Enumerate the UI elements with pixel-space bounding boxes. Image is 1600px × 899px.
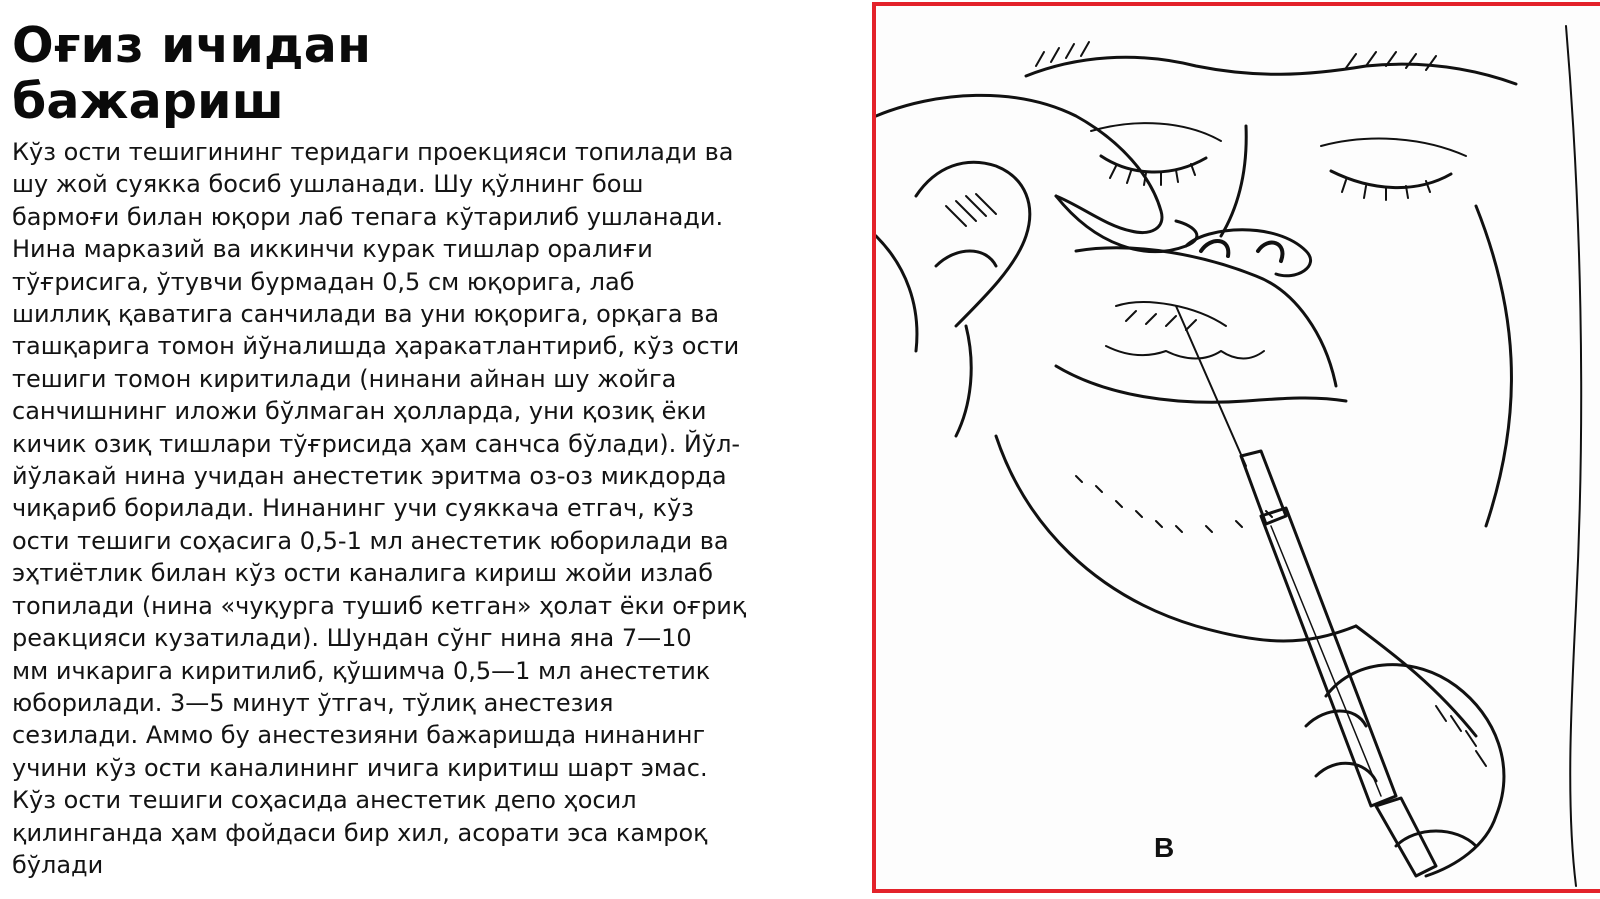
paragraph-line: шу жой суякка босиб ушланади. Шу қўлнинг бош [12, 170, 644, 199]
chin-stubble [1076, 476, 1272, 532]
right-eye-lashes [1342, 180, 1430, 200]
paragraph-line: ташқарига томон йўналишда ҳаракатлантириб, кўз ости [12, 332, 740, 361]
teeth [1106, 346, 1264, 359]
paragraph-line: йўлакай нина учидан анестетик эритма оз-оз микдорда [12, 462, 727, 491]
nostril-left [1201, 241, 1228, 256]
neck [1356, 626, 1476, 736]
paragraph-line: Кўз ости тешиги соҳасида анестетик депо ҳосил [12, 786, 637, 815]
paragraph-line: ости тешиги соҳасига 0,5-1 мл анестетик юборилади ва [12, 526, 729, 555]
paragraph-line: чиқариб борилади. Нинанинг учи суяккача етгач, кўз [12, 494, 694, 523]
thumb [1056, 196, 1197, 252]
paragraph-line: тешиги томон киритилади (нинани айнан шу жойга [12, 364, 677, 393]
paragraph-line: Кўз ости тешигининг теридаги проекцияси топилади ва [12, 138, 734, 166]
syringe-hand-fingers [1306, 711, 1476, 846]
syringe-hand [1326, 665, 1504, 876]
paragraph-line: юборилади. 3—5 минут ўтгач, тўлиқ анестезия [12, 688, 614, 717]
wrist [876, 236, 917, 351]
title-line: бажариш [12, 73, 284, 130]
right-cheek [1476, 206, 1511, 526]
paragraph-line: қилинганда ҳам фойдаси бир хил, асорати эса камроқ [12, 818, 708, 847]
syringe-hub [1241, 451, 1286, 524]
paragraph-line: реакцияси кузатилади). Шундан сўнг нина яна 7—10 [12, 624, 692, 653]
eye-socket-lines [1091, 123, 1466, 156]
right-edge-shading [1566, 26, 1581, 886]
slide-title [12, 18, 732, 130]
paragraph-line: кичик озиқ тишлари тўғрисида ҳам санчса бўлади). Йўл- [12, 429, 741, 458]
needle [1176, 306, 1246, 466]
figure-label: B [1154, 832, 1175, 863]
jaw-line [996, 436, 1356, 641]
illustration-frame [872, 2, 1600, 893]
syringe-barrel-inner [1271, 526, 1381, 796]
nostril-right [1258, 243, 1282, 261]
nose-bridge [1221, 126, 1246, 236]
finger-hatching [946, 194, 996, 226]
brow-line [1026, 57, 1516, 84]
text-column [12, 17, 747, 881]
paragraph-line: бўлади [12, 850, 104, 879]
paragraph-line: шиллиқ қаватига санчилади ва уни юқорига, орқага ва [12, 300, 720, 329]
paragraph-line: бармоғи билан юқори лаб тепага кўтарилиб ушланади. [12, 202, 724, 231]
paragraph-line: тўғрисига, ўтувчи бурмадан 0,5 см юқорига, лаб [12, 267, 635, 296]
syringe-hand-hatching [1436, 706, 1486, 766]
nose-tip [1186, 230, 1311, 276]
title-line: Оғиз ичидан [12, 17, 372, 74]
upper-lip [1076, 248, 1336, 386]
infraorbital-injection-illustration [876, 6, 1600, 893]
paragraph-line: санчишнинг иложи бўлмаган ҳолларда, уни қозиқ ёки [12, 397, 707, 426]
paragraph-line: учини кўз ости каналининг ичига киритиш шарт эмас. [12, 753, 708, 782]
paragraph-line: сезилади. Аммо бу анестезияни бажаришда нинанинг [12, 721, 706, 750]
right-eye [1331, 171, 1451, 188]
paragraph-line: топилади (нина «чуқурга тушиб кетган» ҳолат ёки оғриқ [12, 591, 747, 620]
paragraph-line: эҳтиётлик билан кўз ости каналига кириш жойи излаб [12, 559, 714, 588]
gum-shading [1116, 302, 1226, 330]
paragraph-line: мм ичкарига киритилиб, қўшимча 0,5—1 мл анестетик [12, 656, 711, 685]
body-paragraph [12, 136, 747, 881]
paragraph-line: Нина марказий ва иккинчи курак тишлар оралиғи [12, 235, 653, 264]
lower-lip [1056, 366, 1346, 402]
